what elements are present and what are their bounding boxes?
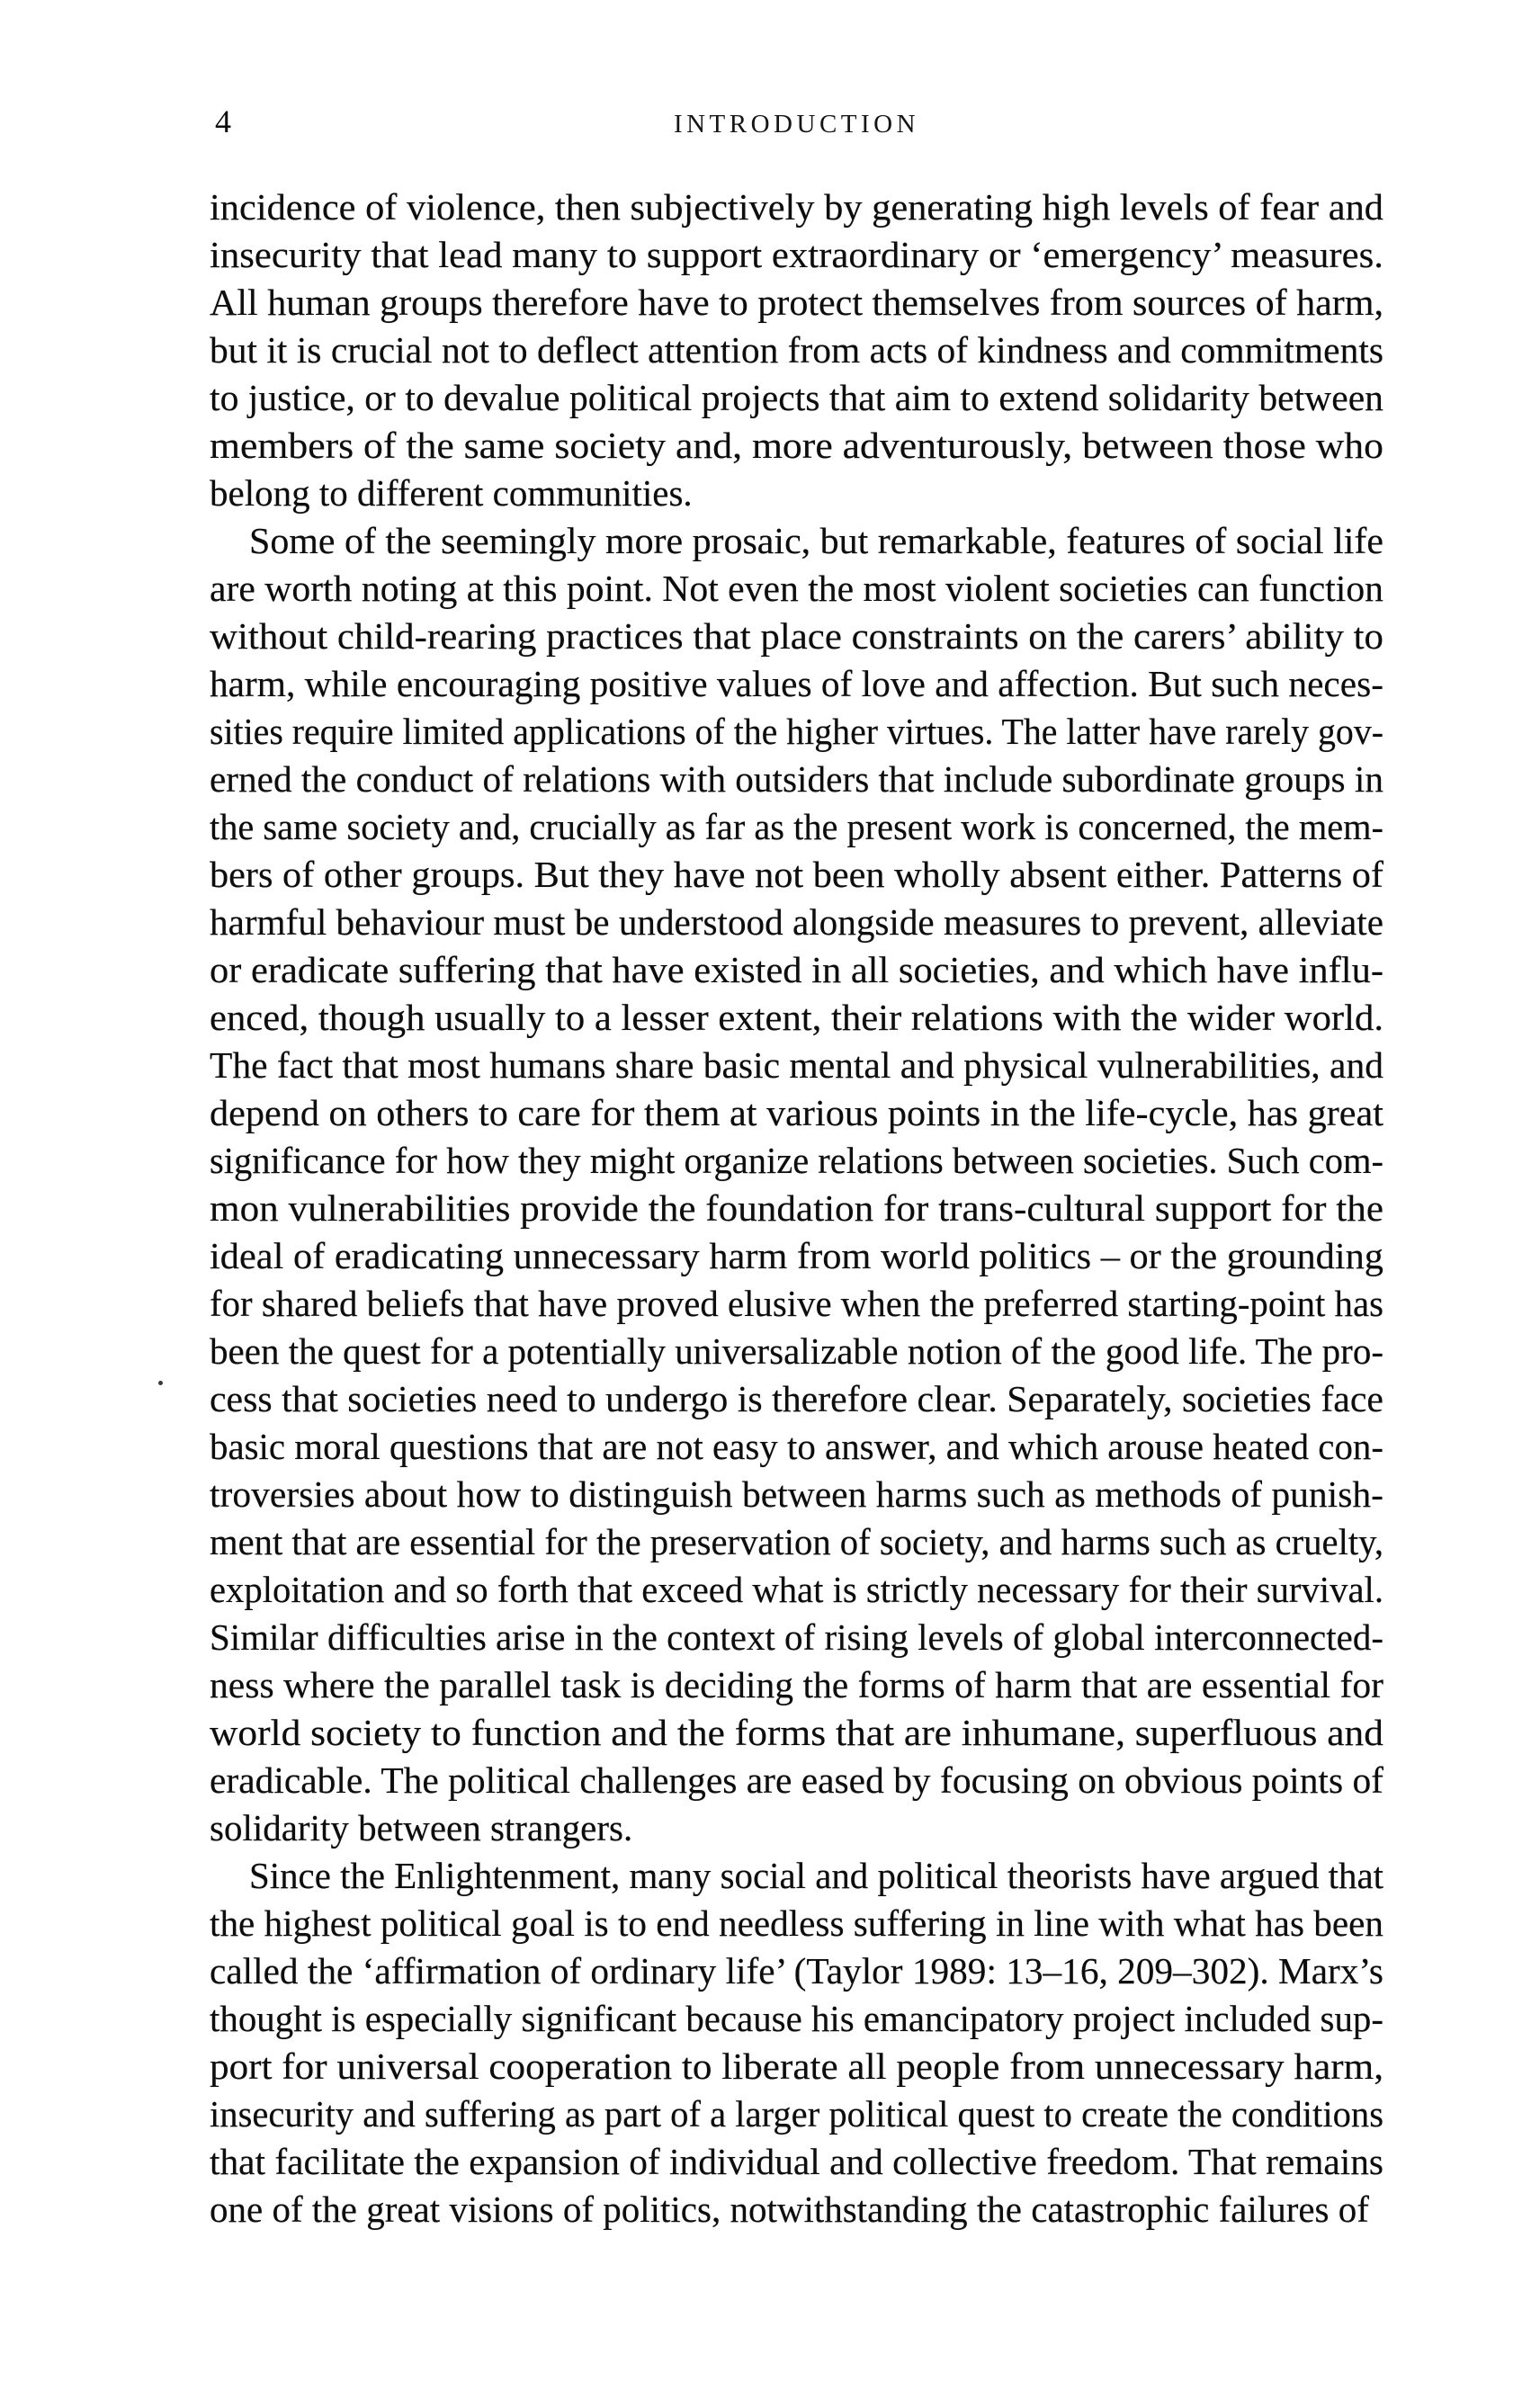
text-line: the same society and, crucially as far as the present work is concerned, the mem- [210, 806, 1383, 847]
text-line: sities require limited applications of the higher virtues. The latter have rarely gov- [210, 711, 1383, 752]
text-line: Since the Enlightenment, many social and political theorists have argued that [249, 1855, 1383, 1896]
text-line: eradicable. The political challenges are eased by focusing on obvious points of [210, 1759, 1383, 1801]
text-line: been the quest for a potentially universalizable notion of the good life. The pro- [210, 1330, 1383, 1372]
text-line: one of the great visions of politics, notwithstanding the catastrophic failures of [210, 2189, 1369, 2230]
running-head: INTRODUCTION [673, 110, 920, 139]
text-line: ideal of eradicating unnecessary harm from world politics – or the grounding [210, 1235, 1383, 1276]
text-line: without child-rearing practices that place constraints on the carers’ ability to [210, 615, 1383, 657]
text-line: mon vulnerabilities provide the foundation for trans-cultural support for the [210, 1187, 1383, 1229]
text-line: but it is crucial not to deflect attention from acts of kindness and commitments [210, 329, 1383, 371]
text-line: world society to function and the forms that are inhumane, superfluous and [210, 1712, 1383, 1753]
text-line: port for universal cooperation to liberate all people from unnecessary harm, [210, 2045, 1383, 2087]
text-line: The fact that most humans share basic mental and physical vulnerabilities, and [210, 1044, 1383, 1086]
text-line: depend on others to care for them at various points in the life-cycle, has great [210, 1092, 1383, 1133]
text-line: insecurity that lead many to support extraordinary or ‘emergency’ measures. [210, 234, 1383, 275]
text-line: belong to different communities. [210, 472, 693, 514]
text-line: or eradicate suffering that have existed in all societies, and which have influ- [210, 949, 1384, 990]
text-line: members of the same society and, more adventurously, between those who [210, 425, 1383, 466]
text-line: to justice, or to devalue political projects that aim to extend solidarity between [210, 377, 1383, 418]
page-number: 4 [215, 103, 231, 139]
text-block [210, 184, 1383, 2233]
text-line: ment that are essential for the preservation of society, and harms such as cruelty, [210, 1521, 1383, 1562]
text-line: that facilitate the expansion of individual and collective freedom. That remains [210, 2141, 1383, 2182]
text-line: insecurity and suffering as part of a larger political quest to create the conditions [210, 2093, 1383, 2135]
text-line: harmful behaviour must be understood alongside measures to prevent, alleviate [210, 901, 1383, 943]
text-line: significance for how they might organize relations between societies. Such com- [210, 1140, 1383, 1181]
text-line: erned the conduct of relations with outsiders that include subordinate groups in [210, 758, 1383, 800]
text-line: for shared beliefs that have proved elusive when the preferred starting-point has [210, 1283, 1383, 1324]
text-line: harm, while encouraging positive values of love and affection. But such neces- [210, 663, 1383, 704]
text-line: basic moral questions that are not easy to answer, and which arouse heated con- [210, 1426, 1383, 1467]
text-line: Similar difficulties arise in the context of rising levels of global interconnected- [210, 1616, 1383, 1658]
text-line: ness where the parallel task is deciding the forms of harm that are essential for [210, 1664, 1383, 1705]
text-line: enced, though usually to a lesser extent, their relations with the wider world. [210, 997, 1384, 1038]
text-line: solidarity between strangers. [210, 1807, 633, 1848]
text-line: incidence of violence, then subjectively by generating high levels of fear and [210, 186, 1383, 228]
text-line: the highest political goal is to end needless suffering in line with what has been [210, 1902, 1383, 1944]
text-line: exploitation and so forth that exceed what is strictly necessary for their survival. [210, 1569, 1383, 1610]
text-line: Some of the seemingly more prosaic, but remarkable, features of social life [249, 520, 1383, 561]
text-line: called the ‘affirmation of ordinary life’ (Taylor 1989: 13–16, 209–302). Marx’s [210, 1950, 1383, 1992]
text-line: All human groups therefore have to protect themselves from sources of harm, [210, 282, 1383, 323]
text-line: thought is especially significant because his emancipatory project included sup- [210, 1998, 1383, 2039]
text-line: cess that societies need to undergo is therefore clear. Separately, societies face [210, 1378, 1383, 1419]
text-line: bers of other groups. But they have not been wholly absent either. Patterns of [210, 854, 1384, 895]
text-line: are worth noting at this point. Not even the most violent societies can function [210, 568, 1383, 609]
scan-speck [158, 1381, 163, 1385]
text-line: troversies about how to distinguish between harms such as methods of punish- [210, 1473, 1383, 1515]
page-header [210, 101, 1383, 146]
